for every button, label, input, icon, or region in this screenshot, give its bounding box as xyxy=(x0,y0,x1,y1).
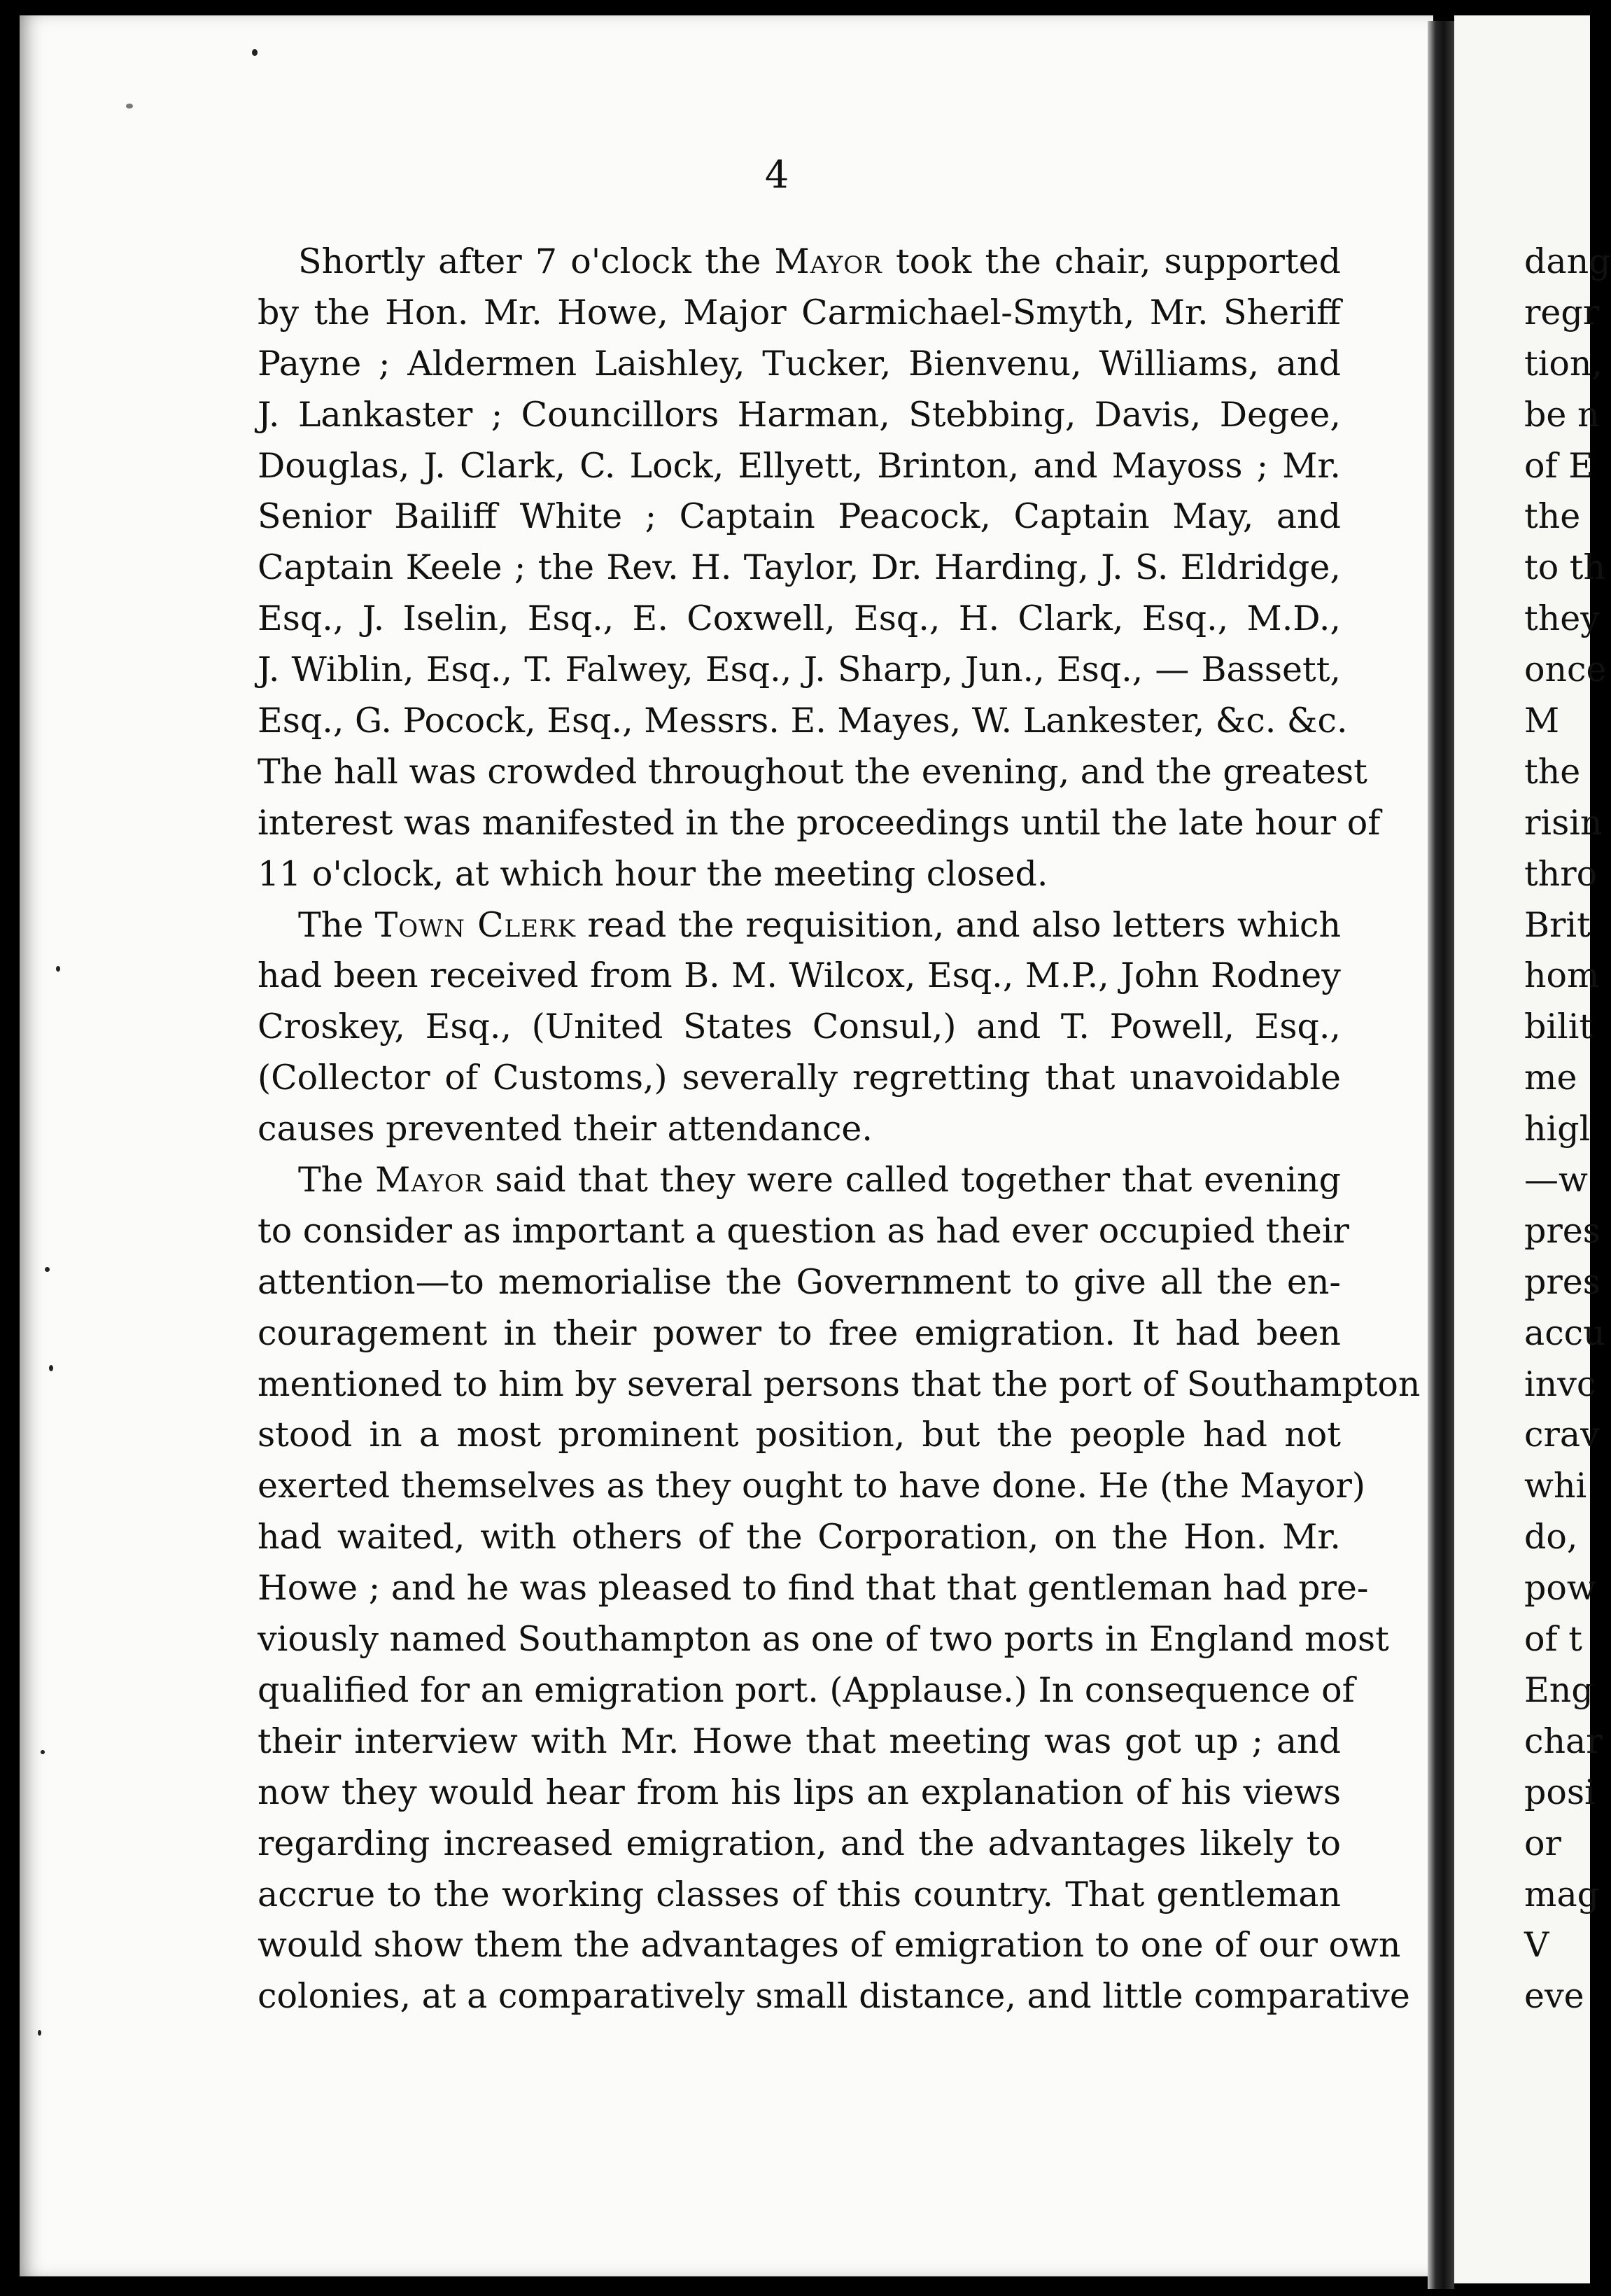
text-segment: attention—to memorialise the Government to give all the en- xyxy=(258,1261,1341,1302)
scan-speck xyxy=(45,1267,50,1272)
text-segment: mentioned to him by several persons that the port of Southampton xyxy=(258,1364,1421,1404)
right-page-fragment: higl xyxy=(1524,1109,1591,1149)
text-line xyxy=(258,1461,1366,1512)
right-page-fragment: M xyxy=(1524,701,1560,741)
text-segment: Payne ; Aldermen Laishley, Tucker, Bienvenu, Williams, and xyxy=(258,343,1341,384)
right-page-fragment: dang xyxy=(1524,241,1611,281)
right-page-fragment: risin xyxy=(1524,802,1603,843)
text-segment: Croskey, Esq., (United States Consul,) and T. Powell, Esq., xyxy=(258,1007,1341,1047)
scan-speck xyxy=(126,104,133,108)
text-segment: viously named Southampton as one of two ports in England most xyxy=(258,1619,1389,1660)
right-page-fragment: crav xyxy=(1524,1415,1600,1455)
book-gutter xyxy=(1428,21,1454,2289)
right-page-fragment: or xyxy=(1524,1823,1561,1863)
text-line xyxy=(258,1614,1389,1665)
text-line xyxy=(258,798,1381,849)
text-segment: The hall was crowded throughout the evening, and the greatest xyxy=(258,751,1367,792)
scan-speck xyxy=(252,49,258,56)
right-page-fragment: pres xyxy=(1524,1261,1601,1302)
scan-speck xyxy=(38,2030,41,2036)
text-segment: The xyxy=(298,904,375,945)
right-page-fragment: —w xyxy=(1524,1160,1588,1200)
text-segment: said that they were called together that evening xyxy=(483,1160,1341,1200)
text-line xyxy=(258,1308,1341,1359)
text-segment: now they would hear from his lips an explanation of his views xyxy=(258,1772,1341,1812)
text-line xyxy=(258,645,1341,696)
small-caps-name: Mayor xyxy=(774,241,882,281)
text-line xyxy=(258,696,1348,747)
right-page-fragment: hom xyxy=(1524,955,1600,996)
text-line xyxy=(258,288,1341,339)
body-text xyxy=(258,237,1421,2022)
text-segment: Captain Keele ; the Rev. H. Taylor, Dr. Harding, J. S. Eldridge, xyxy=(258,547,1341,588)
text-segment: qualified for an emigration port. (Applause.) In consequence of xyxy=(258,1670,1355,1710)
small-caps-name: Mayor xyxy=(375,1160,484,1200)
text-segment: read the requisition, and also letters which xyxy=(576,904,1341,945)
text-line xyxy=(258,1359,1421,1410)
right-page-fragment: posi xyxy=(1524,1772,1596,1812)
text-line xyxy=(258,1257,1341,1308)
page-number: 4 xyxy=(764,153,789,197)
text-segment: couragement in their power to free emigration. It had been xyxy=(258,1312,1341,1353)
text-line xyxy=(258,237,1341,288)
text-segment: stood in a most prominent position, but the people had not xyxy=(258,1415,1341,1455)
small-caps-name: Town Clerk xyxy=(374,904,577,945)
text-line xyxy=(258,1870,1341,1921)
right-page-fragment: accu xyxy=(1524,1312,1605,1353)
text-segment: regarding increased emigration, and the advantages likely to xyxy=(258,1823,1341,1863)
text-line xyxy=(258,1563,1369,1614)
right-page-fragment: mag xyxy=(1524,1874,1600,1914)
text-line xyxy=(258,849,1341,900)
right-page-fragment: me xyxy=(1524,1058,1577,1098)
right-page-fragment: thro xyxy=(1524,853,1598,894)
text-line xyxy=(258,594,1341,645)
text-segment: The xyxy=(298,1160,376,1200)
text-line xyxy=(258,1716,1341,1768)
text-line xyxy=(258,1819,1341,1870)
right-page-fragment: the xyxy=(1524,751,1581,792)
text-segment: had been received from B. M. Wilcox, Esq., M.P., John Rodney xyxy=(258,955,1341,996)
text-segment: Douglas, J. Clark, C. Lock, Ellyett, Brinton, and Mayoss ; Mr. xyxy=(258,445,1341,486)
text-segment: exerted themselves as they ought to have done. He (the Mayor) xyxy=(258,1466,1366,1506)
text-segment: interest was manifested in the proceedings until the late hour of xyxy=(258,802,1381,843)
text-line xyxy=(258,1410,1341,1461)
text-line xyxy=(258,441,1341,492)
text-segment: J. Lankaster ; Councillors Harman, Stebbing, Davis, Degee, xyxy=(258,394,1341,435)
right-page-fragment: eve xyxy=(1524,1976,1584,2017)
text-line xyxy=(258,1002,1341,1053)
right-page-fragment: tion, xyxy=(1524,343,1603,384)
text-line xyxy=(258,1768,1341,1819)
text-line xyxy=(258,1512,1341,1563)
text-segment: by the Hon. Mr. Howe, Major Carmichael-Smyth, Mr. Sheriff xyxy=(258,292,1341,332)
text-line xyxy=(258,339,1341,390)
right-page-fragment: they xyxy=(1524,598,1600,639)
text-line xyxy=(258,1155,1341,1206)
text-line xyxy=(258,747,1367,798)
text-segment: Esq., J. Iselin, Esq., E. Coxwell, Esq., H. Clark, Esq., M.D., xyxy=(258,598,1341,639)
right-page-fragment: do, xyxy=(1524,1517,1578,1558)
text-line xyxy=(258,1053,1341,1104)
text-segment: accrue to the working classes of this country. That gentleman xyxy=(258,1874,1341,1914)
scan-speck xyxy=(41,1750,45,1754)
text-segment: Howe ; and he was pleased to find that that gentleman had pre- xyxy=(258,1568,1369,1609)
text-line xyxy=(258,1665,1355,1716)
text-line xyxy=(258,542,1341,594)
text-segment: (Collector of Customs,) severally regretting that unavoidable xyxy=(258,1058,1341,1098)
right-page-fragment: regr xyxy=(1524,292,1600,332)
right-page-fragment: pres xyxy=(1524,1210,1601,1251)
text-segment: 11 o'clock, at which hour the meeting closed. xyxy=(258,853,1048,894)
text-line xyxy=(258,491,1341,542)
right-page-fragment: of E xyxy=(1524,445,1594,486)
text-line xyxy=(258,1104,1341,1155)
text-line xyxy=(258,1971,1410,2022)
right-page-fragment: invc xyxy=(1524,1364,1596,1404)
text-segment: took the chair, supported xyxy=(882,241,1341,281)
right-page-fragment: V xyxy=(1524,1925,1549,1966)
right-page-fragment: pow xyxy=(1524,1568,1596,1609)
text-segment: had waited, with others of the Corporation, on the Hon. Mr. xyxy=(258,1517,1341,1558)
text-line xyxy=(258,900,1341,951)
text-segment: colonies, at a comparatively small distance, and little comparative xyxy=(258,1976,1410,2017)
text-segment: Esq., G. Pocock, Esq., Messrs. E. Mayes, W. Lankester, &c. &c. xyxy=(258,701,1348,741)
right-page-fragment: the xyxy=(1524,496,1581,537)
right-page-fragment: be n xyxy=(1524,394,1600,435)
text-segment: Shortly after 7 o'clock the xyxy=(298,241,775,281)
text-segment: causes prevented their attendance. xyxy=(258,1109,873,1149)
text-line xyxy=(258,1920,1401,1971)
right-page-fragment: to th xyxy=(1524,547,1606,588)
text-segment: Senior Bailiff White ; Captain Peacock, Captain May, and xyxy=(258,496,1341,537)
text-line xyxy=(258,1206,1349,1257)
right-page-fragment: whi xyxy=(1524,1466,1587,1506)
scan-speck xyxy=(56,966,60,972)
text-segment: to consider as important a question as had ever occupied their xyxy=(258,1210,1349,1251)
text-segment: their interview with Mr. Howe that meeting was got up ; and xyxy=(258,1721,1341,1761)
text-segment: J. Wiblin, Esq., T. Falwey, Esq., J. Sharp, Jun., Esq., — Bassett, xyxy=(258,650,1341,690)
right-page-fragment: bilit xyxy=(1524,1007,1594,1047)
right-page-text-fragments xyxy=(1524,237,1611,2022)
right-page-fragment: Eng xyxy=(1524,1670,1594,1710)
text-line xyxy=(258,951,1341,1002)
scan-speck xyxy=(49,1365,53,1371)
right-page-fragment: once xyxy=(1524,650,1607,690)
text-segment: would show them the advantages of emigration to one of our own xyxy=(258,1925,1401,1966)
text-line xyxy=(258,390,1341,441)
right-page-fragment: char xyxy=(1524,1721,1603,1761)
right-page-fragment: Brit xyxy=(1524,904,1591,945)
right-page-fragment: of t xyxy=(1524,1619,1582,1660)
